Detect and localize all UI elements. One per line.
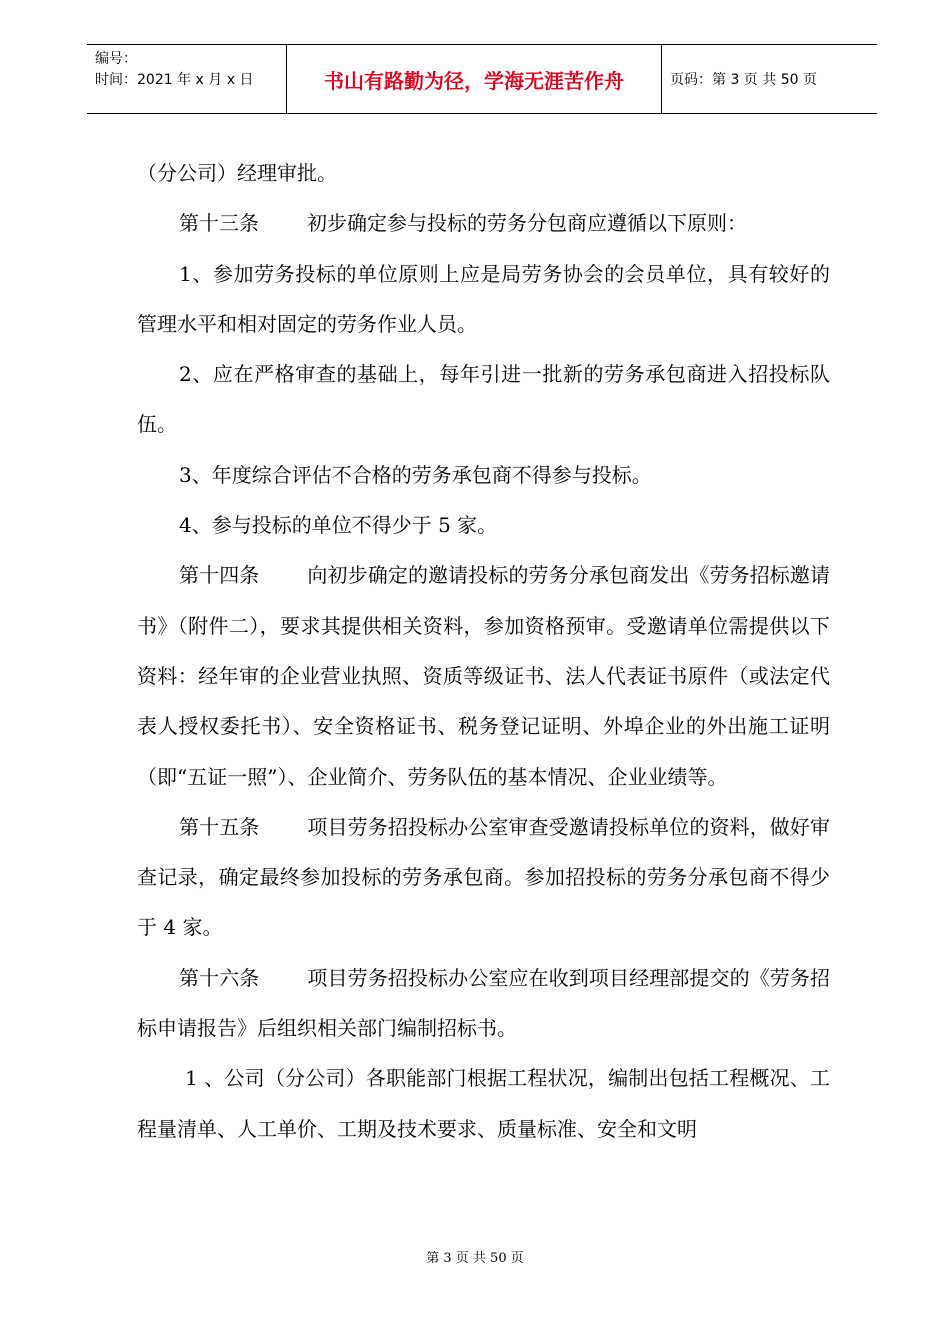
document-time-label: 时间：2021 年 x 月 x 日: [95, 72, 254, 88]
article-text: 初步确定参与投标的劳务分包商应遵循以下原则：: [307, 211, 747, 236]
article-title: 第十三条: [179, 211, 259, 236]
article-14: [137, 550, 830, 801]
article-text: 项目劳务招投标办公室审查受邀请投标单位的资料，做好审查记录，确定最终参加投标的劳务承包商。参加招投标的劳务分承包商不得少于 4 家。: [137, 814, 831, 940]
document-number-label: 编号：: [95, 51, 137, 67]
list-item: 2、应在严格审查的基础上，每年引进一批新的劳务承包商进入招投标队伍。: [137, 362, 830, 437]
article-15: [137, 802, 830, 953]
article-text: 项目劳务招投标办公室应在收到项目经理部提交的《劳务招标申请报告》后组织相关部门编制招标书。: [137, 965, 831, 1041]
header-meta: [95, 49, 253, 91]
article-title: 第十四条: [179, 563, 260, 588]
header-motto: 书山有路勤为径，学海无涯苦作舟: [324, 68, 624, 93]
article-16: [137, 953, 830, 1054]
article-text: 向初步确定的邀请投标的劳务分承包商发出《劳务招标邀请书》（附件二），要求其提供相关资料，参加资格预审。受邀请单位需提供以下资料：经年审的企业营业执照、资质等级证书、法人代表证书原件（或法定代表人授权委托书）、安全资格证书、税务登记证明、外埠企业的外出施工证明（即“五证一照”）、企业简介、劳务队伍的基本情况、企业业绩等。: [137, 563, 831, 789]
header-divider: [661, 45, 662, 113]
article-title: 第十五条: [179, 814, 260, 839]
paragraph: （分公司）经理审批。: [137, 161, 337, 185]
document-body: [137, 148, 830, 1154]
page-header: [87, 44, 877, 114]
page-footer: 第 3 页 共 50 页: [426, 1251, 524, 1266]
header-page-info: 页码：第 3 页 共 50 页: [670, 72, 817, 88]
list-item: 3、年度综合评估不合格的劳务承包商不得参与投标。: [179, 462, 652, 487]
list-item: 1 、公司（分公司）各职能部门根据工程状况，编制出包括工程概况、工程量清单、人工单价、工期及技术要求、质量标准、安全和文明: [137, 1066, 830, 1141]
list-item: 1、参加劳务投标的单位原则上应是局劳务协会的会员单位，具有较好的管理水平和相对固定的劳务作业人员。: [137, 261, 830, 336]
article-title: 第十六条: [179, 965, 260, 990]
article-13: [137, 198, 830, 248]
list-item: 4、参与投标的单位不得少于 5 家。: [179, 513, 498, 538]
